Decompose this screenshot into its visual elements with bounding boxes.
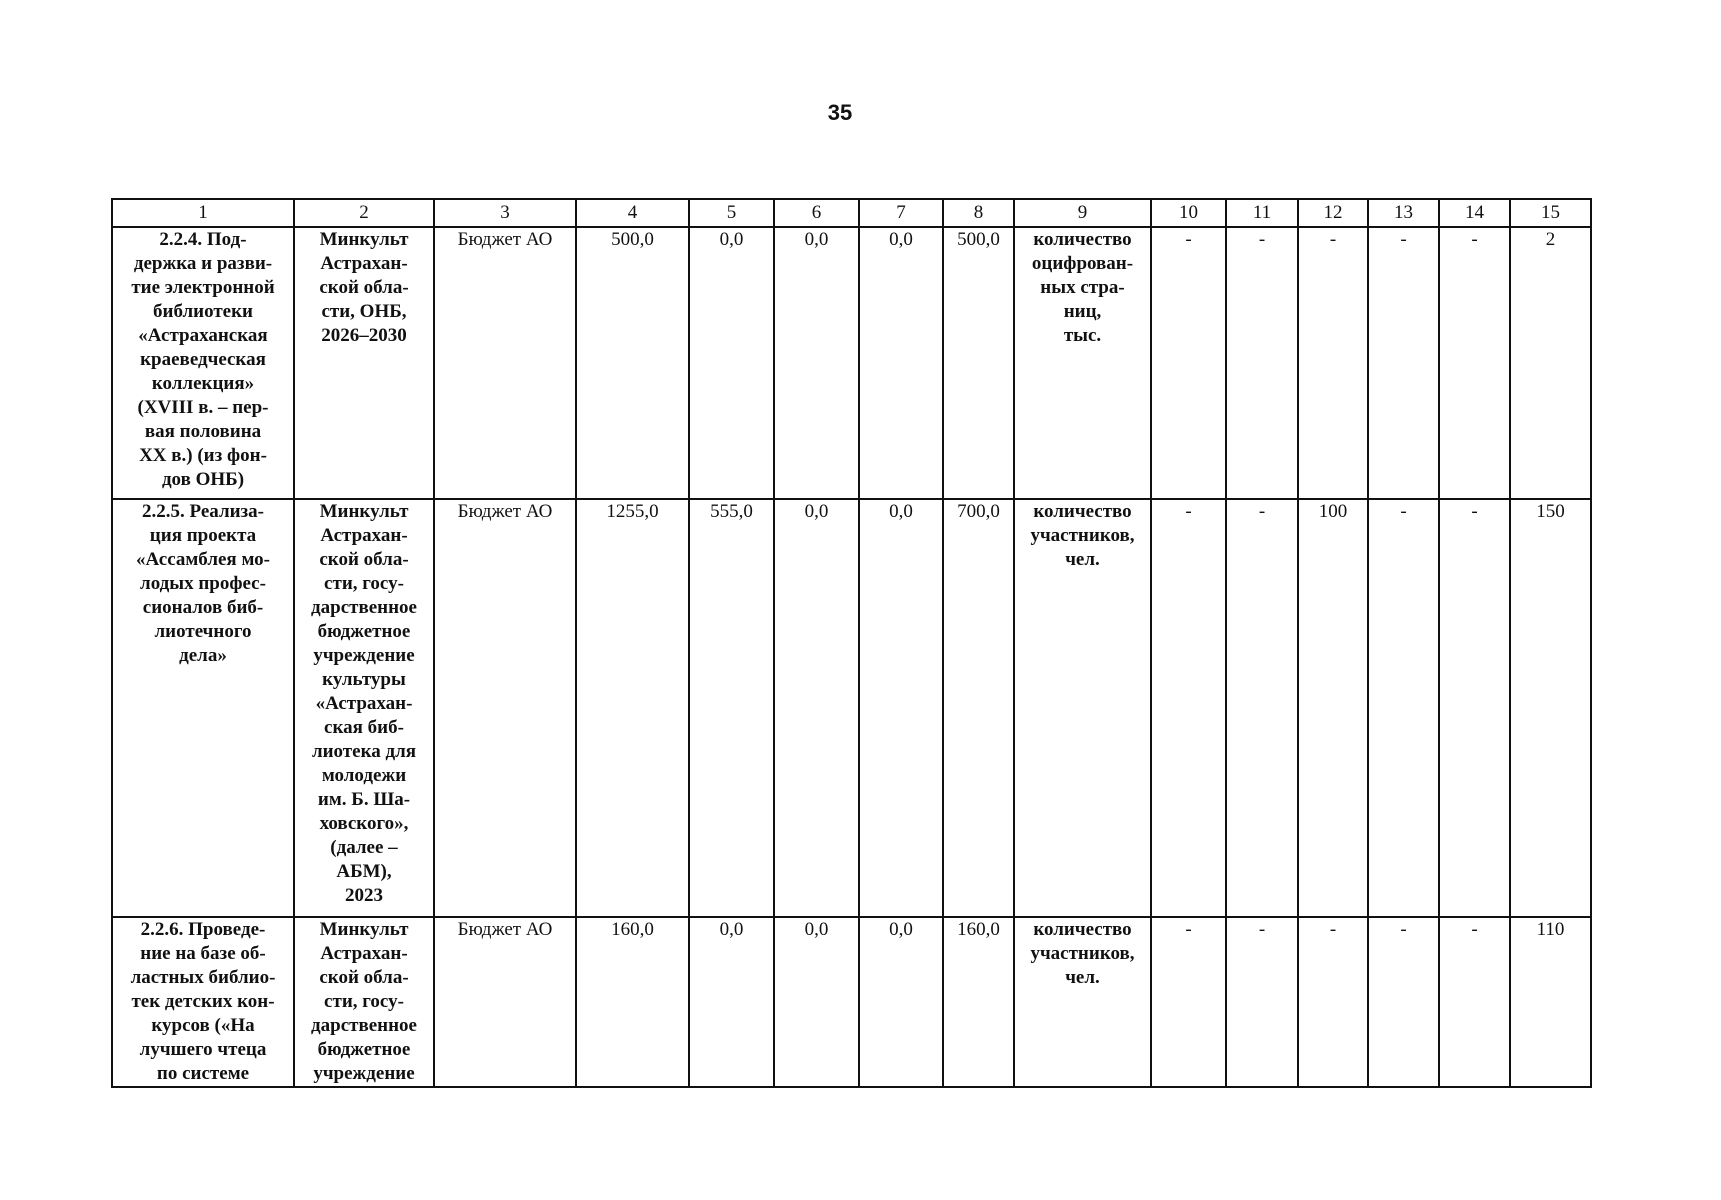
column-header-2: 2 — [294, 199, 434, 227]
column-header-10: 10 — [1151, 199, 1226, 227]
column-header-1: 1 — [112, 199, 294, 227]
funding-source-cell: Бюджет АО — [434, 917, 576, 1087]
column-header-14: 14 — [1439, 199, 1510, 227]
value-cell-8: 160,0 — [943, 917, 1014, 1087]
table-row — [112, 499, 1591, 917]
column-header-15: 15 — [1510, 199, 1591, 227]
funding-source-cell: Бюджет АО — [434, 499, 576, 917]
value-cell-4: 1255,0 — [576, 499, 689, 917]
value-cell-13: - — [1368, 917, 1439, 1087]
value-cell-10: - — [1151, 917, 1226, 1087]
column-header-11: 11 — [1226, 199, 1298, 227]
value-cell-15: 2 — [1510, 227, 1591, 499]
table-row — [112, 227, 1591, 499]
value-cell-14: - — [1439, 227, 1510, 499]
value-cell-11: - — [1226, 917, 1298, 1087]
value-cell-5: 555,0 — [689, 499, 774, 917]
page-number: 35 — [827, 100, 853, 125]
value-cell-11: - — [1226, 499, 1298, 917]
executor-cell: Минкульт Астрахан- ской обла- сти, госу- дарственное бюджетное учреждение культуры «Астрахан- ская биб- лиотека для молодежи им. Б. Ша- ховского», (далее – АБМ), 2023 — [294, 499, 434, 917]
indicator-cell: количество участников, чел. — [1014, 917, 1151, 1087]
indicator-cell: количество участников, чел. — [1014, 499, 1151, 917]
indicator-cell: количество оцифрован- ных стра- ниц, тыс. — [1014, 227, 1151, 499]
value-cell-6: 0,0 — [774, 917, 859, 1087]
value-cell-10: - — [1151, 227, 1226, 499]
column-header-12: 12 — [1298, 199, 1368, 227]
value-cell-8: 500,0 — [943, 227, 1014, 499]
value-cell-12: 100 — [1298, 499, 1368, 917]
value-cell-12: - — [1298, 227, 1368, 499]
value-cell-6: 0,0 — [774, 499, 859, 917]
column-header-3: 3 — [434, 199, 576, 227]
value-cell-15: 110 — [1510, 917, 1591, 1087]
value-cell-10: - — [1151, 499, 1226, 917]
value-cell-13: - — [1368, 499, 1439, 917]
column-header-8: 8 — [943, 199, 1014, 227]
value-cell-14: - — [1439, 499, 1510, 917]
column-header-13: 13 — [1368, 199, 1439, 227]
column-header-4: 4 — [576, 199, 689, 227]
value-cell-7: 0,0 — [859, 499, 943, 917]
value-cell-4: 160,0 — [576, 917, 689, 1087]
header-row — [112, 199, 1591, 227]
executor-cell: Минкульт Астрахан- ской обла- сти, ОНБ, 2026–2030 — [294, 227, 434, 499]
funding-source-cell: Бюджет АО — [434, 227, 576, 499]
value-cell-8: 700,0 — [943, 499, 1014, 917]
value-cell-14: - — [1439, 917, 1510, 1087]
value-cell-15: 150 — [1510, 499, 1591, 917]
column-header-5: 5 — [689, 199, 774, 227]
column-header-9: 9 — [1014, 199, 1151, 227]
value-cell-5: 0,0 — [689, 917, 774, 1087]
column-header-7: 7 — [859, 199, 943, 227]
table-row — [112, 917, 1591, 1087]
program-table — [111, 198, 1592, 1088]
value-cell-13: - — [1368, 227, 1439, 499]
value-cell-7: 0,0 — [859, 917, 943, 1087]
value-cell-6: 0,0 — [774, 227, 859, 499]
executor-cell: Минкульт Астрахан- ской обла- сти, госу- дарственное бюджетное учреждение — [294, 917, 434, 1087]
measure-name-cell: 2.2.4. Под- держка и разви- тие электронной библиотеки «Астраханская краеведческая коллекция» (XVIII в. – пер- вая половина XX в.) (из фон- дов ОНБ) — [112, 227, 294, 499]
value-cell-5: 0,0 — [689, 227, 774, 499]
value-cell-11: - — [1226, 227, 1298, 499]
measure-name-cell: 2.2.6. Проведе- ние на базе об- ластных библио- тек детских кон- курсов («На лучшего чтеца по системе — [112, 917, 294, 1087]
measure-name-cell: 2.2.5. Реализа- ция проекта «Ассамблея мо- лодых профес- сионалов биб- лиотечного дела» — [112, 499, 294, 917]
value-cell-4: 500,0 — [576, 227, 689, 499]
column-header-6: 6 — [774, 199, 859, 227]
value-cell-7: 0,0 — [859, 227, 943, 499]
value-cell-12: - — [1298, 917, 1368, 1087]
